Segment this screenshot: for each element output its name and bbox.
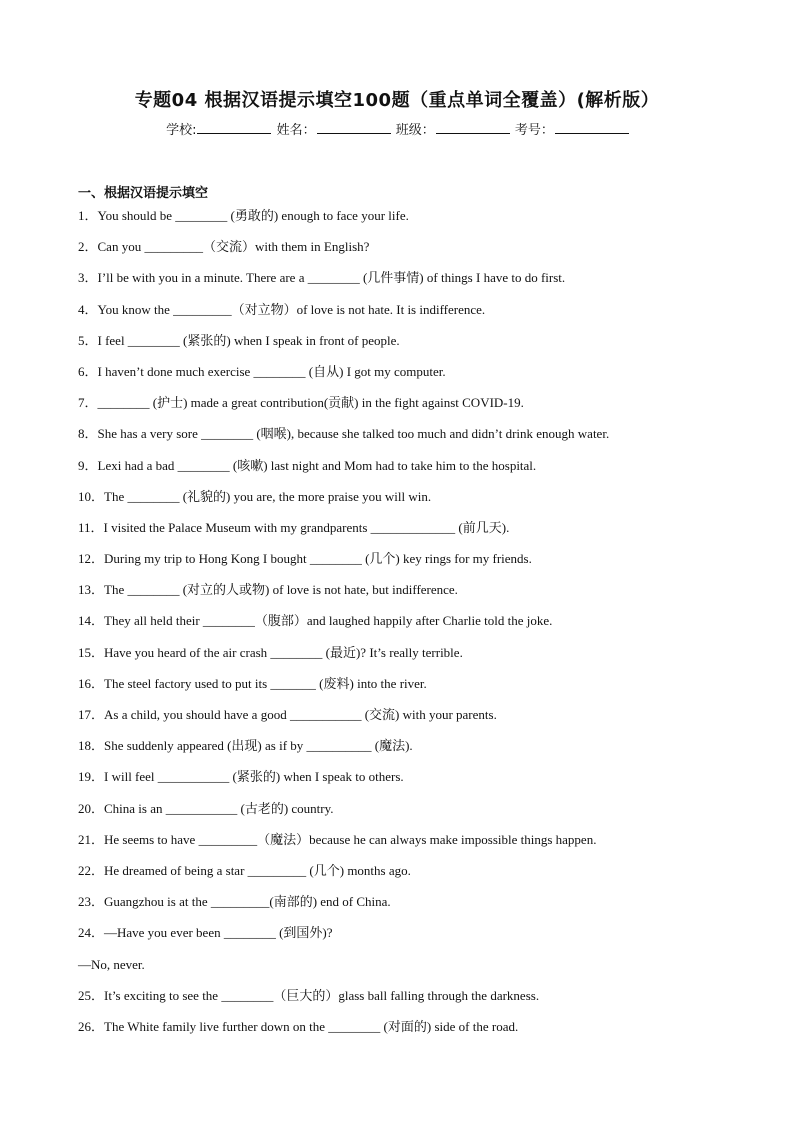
question-item: 26．The White family live further down on the ________ (对面的) side of the road. (78, 1018, 519, 1034)
exam-number-blank (555, 121, 629, 134)
school-label: 学校: (166, 123, 197, 138)
question-item: 15．Have you heard of the air crash ________ (最近)? It’s really terrible. (78, 644, 463, 660)
question-item: 18．She suddenly appeared (出现) as if by __________ (魔法). (78, 738, 413, 754)
question-item: 3．I’ll be with you in a minute. There are a ________ (几件事情) of things I have to do first. (78, 270, 566, 286)
exam-number-label: 考号： (514, 123, 554, 138)
question-item: 6．I haven’t done much exercise ________ (自从) I got my computer. (78, 363, 446, 379)
question-item: 12．During my trip to Hong Kong I bought ________ (几个) key rings for my friends. (78, 551, 532, 567)
question-item: 7．________ (护士) made a great contribution(贡献) in the fight against COVID-19. (78, 395, 524, 411)
question-item: 8．She has a very sore ________ (咽喉), because she talked too much and didn’t drink enough water. (78, 426, 610, 442)
question-item: 1．You should be ________ (勇敢的) enough to face your life. (78, 208, 409, 223)
school-blank (197, 121, 271, 134)
name-label: 姓名： (276, 123, 316, 138)
question-item: 22．He dreamed of being a star _________ (几个) months ago. (78, 862, 411, 878)
question-item: 25．It’s exciting to see the ________（巨大的）glass ball falling through the darkness. (78, 987, 540, 1003)
question-item: 24．—Have you ever been ________ (到国外)? (78, 925, 333, 941)
question-item: 23．Guangzhou is at the _________(南部的) end of China. (78, 894, 391, 910)
question-list (78, 204, 728, 1046)
question-item: 9．Lexi had a bad ________ (咳嗽) last night and Mom had to take him to the hospital. (78, 457, 537, 473)
question-item: 13．The ________ (对立的人或物) of love is not hate, but indifference. (78, 582, 458, 598)
class-blank (436, 121, 510, 134)
class-label: 班级： (395, 123, 435, 138)
question-item: 21．He seems to have _________（魔法）because he can always make impossible things happen. (78, 831, 597, 847)
question-item: 17．As a child, you should have a good ___________ (交流) with your parents. (78, 707, 497, 722)
question-item: 19．I will feel ___________ (紧张的) when I speak to others. (78, 769, 404, 785)
question-item: 2．Can you _________（交流）with them in English? (78, 239, 370, 255)
question-item: 16．The steel factory used to put its _______ (废料) into the river. (78, 675, 427, 691)
name-blank (317, 121, 391, 134)
answer-line: —No, never. (78, 956, 145, 972)
page-title: 专题04 根据汉语提示填空100题（重点单词全覆盖）(解析版） (134, 90, 660, 111)
question-item: 11．I visited the Palace Museum with my grandparents _____________ (前几天). (78, 519, 510, 535)
student-info-line (0, 119, 794, 138)
question-item: 4．You know the _________（对立物）of love is not hate. It is indifference. (78, 301, 486, 317)
question-item: 20．China is an ___________ (古老的) country. (78, 800, 334, 816)
section-heading: 一、根据汉语提示填空 (78, 186, 209, 201)
question-item: 10．The ________ (礼貌的) you are, the more praise you will win. (78, 488, 432, 504)
question-item: 14．They all held their ________（腹部）and laughed happily after Charlie told the joke. (78, 613, 553, 629)
question-item: 5．I feel ________ (紧张的) when I speak in front of people. (78, 332, 400, 348)
